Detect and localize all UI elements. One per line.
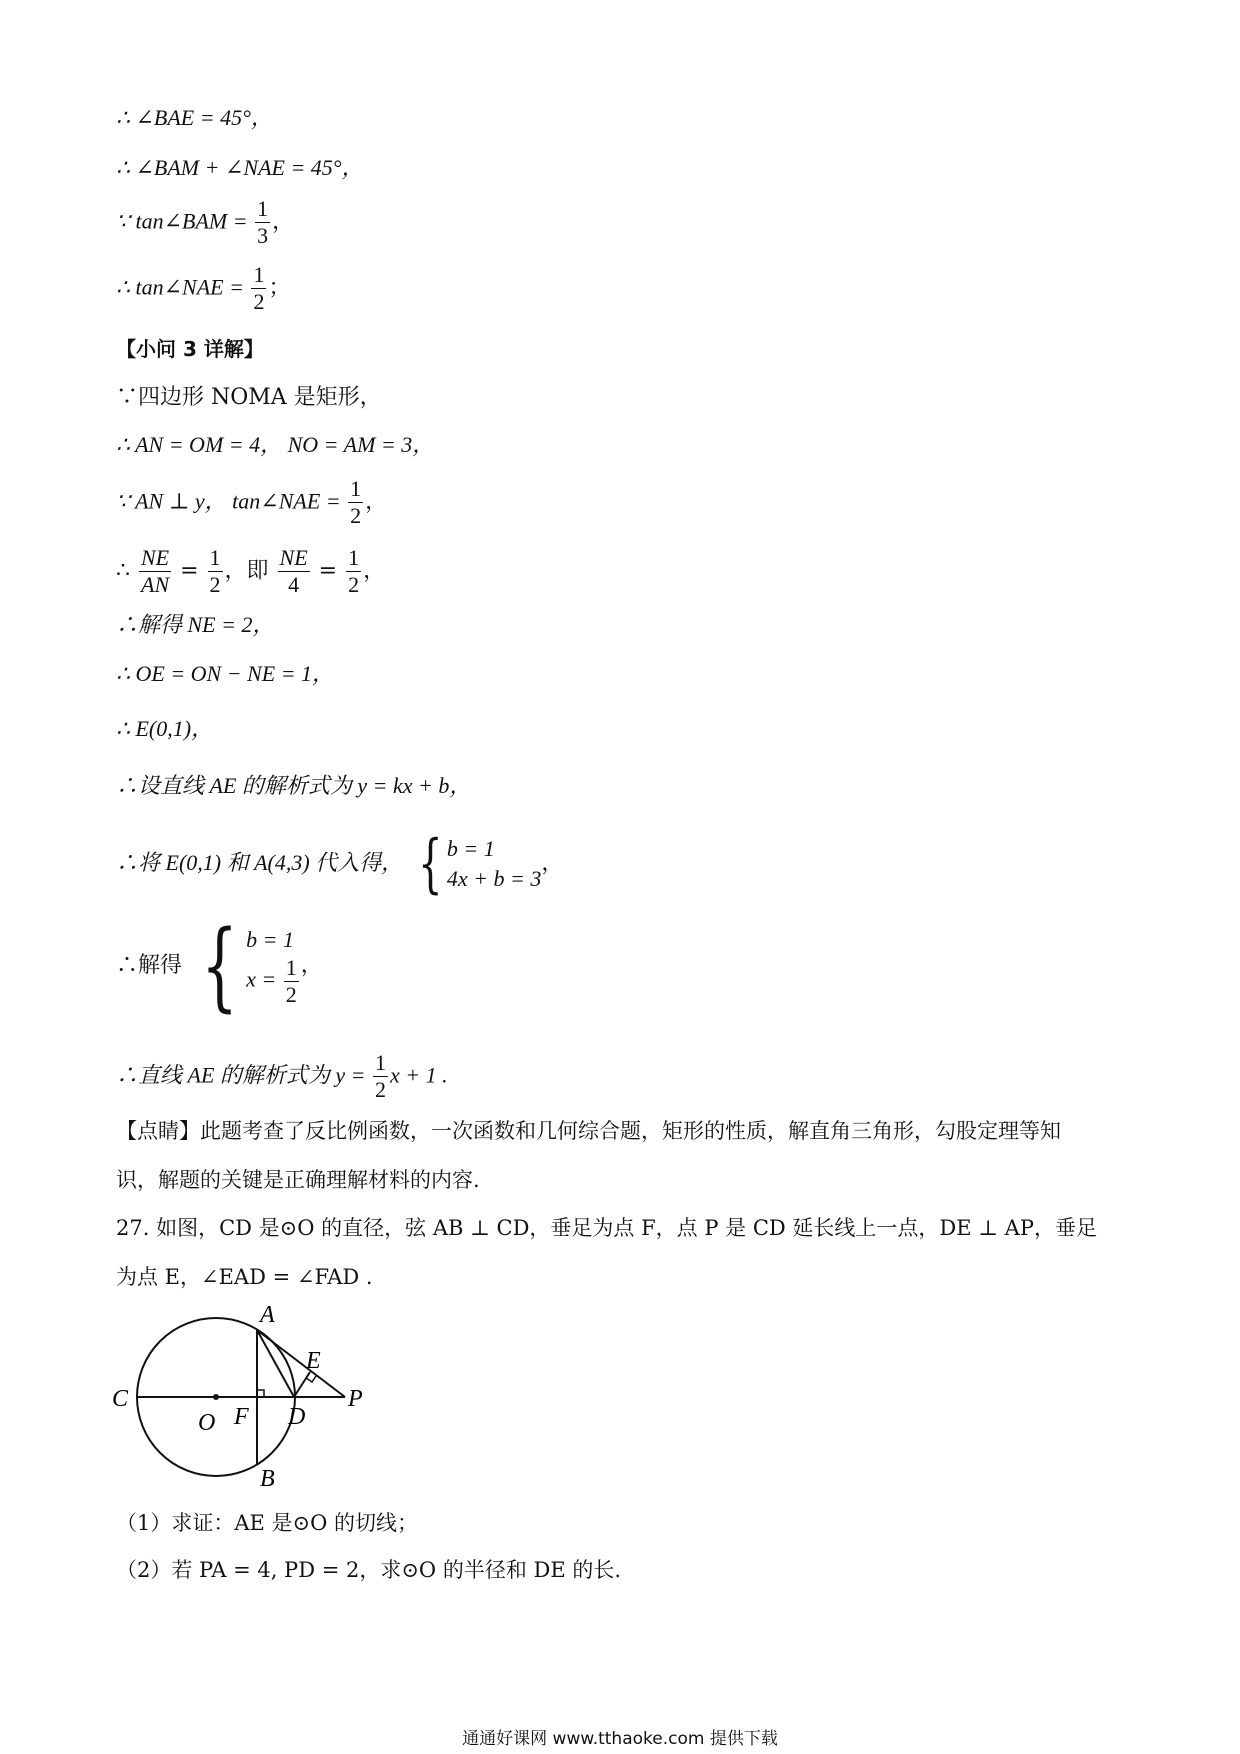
line-7: ∵ AN ⊥ y， tan∠NAE = $\frac{1}{2}$ ， — [116, 476, 388, 528]
label-d: D — [288, 1404, 306, 1430]
segment-de — [294, 1372, 310, 1397]
question-27-line-1: 27. 如图，CD 是⊙O 的直径，弦 AB ⊥ CD，垂足为点 F，点 P 是 CD 延长线上一点，DE ⊥ AP，垂足 — [116, 1216, 1097, 1240]
label-e: E — [306, 1348, 321, 1374]
line-15: ∴直线 AE 的解析式为 y = $\frac{1}{2}$ x + 1 . — [116, 1050, 448, 1102]
line-6: ∴ AN = OM = 4， NO = AM = 3， — [116, 432, 435, 457]
line-3: ∵ tan∠BAM = $\frac{1}{3}$ ， — [116, 196, 295, 248]
question-27-part-1: （1）求证：AE 是⊙O 的切线； — [116, 1511, 419, 1535]
line-14: ∴解得 { b = 1 x = $\frac{1}{2}$ ， — [116, 910, 323, 1022]
equation-system: { b = 1 4x + b = 3 — [418, 827, 542, 901]
line-13: ∴将 E(0,1) 和 A(4,3) 代入得， { b = 1 4x + b = 3 ， — [116, 827, 564, 901]
label-c: C — [112, 1386, 129, 1412]
label-b: B — [260, 1466, 275, 1490]
line-2: ∴ ∠BAM + ∠NAE = 45°， — [116, 155, 364, 180]
line-10: ∴ OE = ON − NE = 1， — [116, 661, 335, 686]
question-27-line-2: 为点 E，∠EAD = ∠FAD . — [116, 1265, 373, 1289]
fraction: $\frac{1}{3}$ — [257, 196, 269, 248]
fraction: $\frac{1}{2}$ — [350, 476, 362, 528]
line-9: ∴解得 NE = 2， — [116, 612, 275, 637]
comment-line-2: 识，解题的关键是正确理解材料的内容. — [116, 1168, 480, 1192]
comment-line-1: 【点睛】此题考查了反比例函数，一次函数和几何综合题，矩形的性质，解直角三角形，勾股定理等知 — [116, 1119, 1061, 1143]
section-heading-3: 【小问 3 详解】 — [116, 337, 264, 361]
label-a: A — [260, 1302, 275, 1328]
line-5: ∵四边形 NOMA 是矩形， — [116, 385, 382, 410]
right-angle-f — [257, 1390, 264, 1397]
fraction: $\frac{NE}{AN}$ — [141, 545, 170, 597]
fraction: $\frac{1}{2}$ — [209, 545, 221, 597]
line-11: ∴ E(0,1)， — [116, 716, 214, 741]
fraction: $\frac{1}{2}$ — [375, 1050, 386, 1102]
equation-system: { b = 1 x = $\frac{1}{2}$ — [201, 910, 297, 1022]
line-1: ∴ ∠BAE = 45°， — [116, 105, 273, 130]
footer: 通通好课网 www.tthaoke.com 提供下载 — [462, 1729, 778, 1749]
fraction: $\frac{1}{2}$ — [253, 262, 265, 314]
line-12: ∴设直线 AE 的解析式为 y = kx + b， — [116, 773, 472, 798]
circle-figure — [100, 1300, 380, 1490]
line-8: ∴ $\frac{NE}{AN}$ = $\frac{1}{2}$ ，即 $\frac{NE}{4}$ = $\frac{1}{2}$ ， — [116, 545, 386, 597]
center-point — [213, 1394, 219, 1400]
fraction: $\frac{NE}{4}$ — [279, 545, 308, 597]
label-p: P — [348, 1386, 363, 1412]
label-o: O — [198, 1410, 216, 1436]
fraction: $\frac{1}{2}$ — [348, 545, 360, 597]
line-4: ∴ tan∠NAE = $\frac{1}{2}$ ； — [116, 262, 291, 314]
label-f: F — [234, 1404, 249, 1430]
question-27-part-2: （2）若 PA = 4, PD = 2，求⊙O 的半径和 DE 的长. — [116, 1558, 622, 1582]
